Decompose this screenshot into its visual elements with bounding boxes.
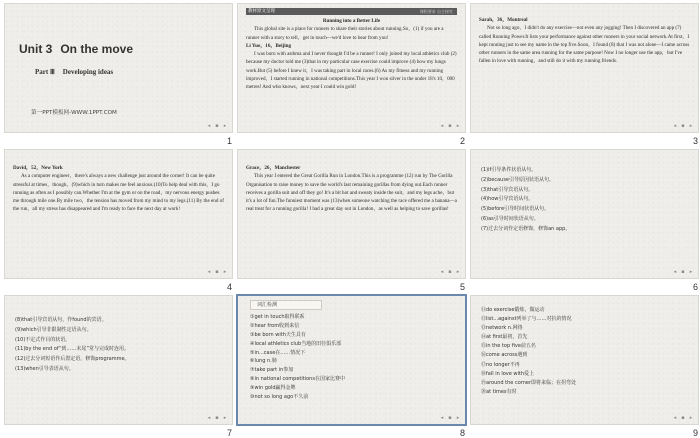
slide-number: 4 xyxy=(226,282,232,292)
list-item: (12)过去分词短语作后置定语，修饰programme。 xyxy=(15,356,130,362)
menu-icon[interactable]: ▪ xyxy=(215,415,219,421)
slide-thumbnail-7[interactable] xyxy=(3,295,236,438)
list-item: (9)which引导非限制性定语从句。 xyxy=(15,326,92,333)
menu-icon[interactable]: ▪ xyxy=(448,269,452,275)
list-item: ⑩not so long ago不久前 xyxy=(250,394,309,401)
list-item: (3)that引导宾语从句。 xyxy=(481,186,534,193)
prev-icon[interactable]: ◂ xyxy=(207,123,211,129)
vocab-list xyxy=(250,313,455,402)
header-right: 课程要求 自主探究 xyxy=(419,9,453,14)
slide-nav[interactable] xyxy=(206,415,228,421)
slide-nav[interactable] xyxy=(206,269,228,275)
menu-icon[interactable]: ▪ xyxy=(681,269,685,275)
list-item: ⑤in...case在……情况下 xyxy=(250,349,306,356)
menu-icon[interactable]: ▪ xyxy=(448,415,452,421)
list-item: ⑭at first最初，首先 xyxy=(481,334,528,341)
list-item: ⑨win gold赢得金牌 xyxy=(250,385,296,392)
next-icon[interactable]: ▸ xyxy=(689,269,693,275)
slide-thumbnail-4[interactable] xyxy=(3,149,236,295)
slide-number: 5 xyxy=(459,282,465,292)
slide-text xyxy=(246,17,457,91)
list-item: ⑬network n.网络 xyxy=(481,325,523,332)
site-watermark: 第一PPT模板网-WWW.1PPT.COM xyxy=(31,110,117,116)
slide-text xyxy=(479,16,690,66)
slide-nav[interactable] xyxy=(439,123,461,129)
vocab-check-label: 词汇检测 xyxy=(250,300,322,310)
prev-icon[interactable]: ◂ xyxy=(440,415,444,421)
list-item: (5)before引导时间状语从句。 xyxy=(481,206,550,212)
author-line: David，52，New York xyxy=(13,165,63,171)
prev-icon[interactable]: ◂ xyxy=(207,415,211,421)
list-item: ⑲around the corner即将来临；在拐弯处 xyxy=(481,379,577,386)
slide-number: 1 xyxy=(226,136,232,146)
slide-9[interactable] xyxy=(470,295,699,425)
slide-number: 2 xyxy=(459,136,465,146)
unit-title: Unit 3 On the move xyxy=(19,42,134,56)
slide-nav[interactable] xyxy=(439,269,461,275)
next-icon[interactable]: ▸ xyxy=(456,415,460,421)
slide-thumbnail-1[interactable] xyxy=(3,3,236,149)
next-icon[interactable]: ▸ xyxy=(223,269,227,275)
list-item: ⑯come across遇到 xyxy=(481,352,528,359)
slide-number: 6 xyxy=(692,282,698,292)
list-item: ④local athletics club当地的田径俱乐部 xyxy=(250,340,342,347)
prev-icon[interactable]: ◂ xyxy=(673,415,677,421)
next-icon[interactable]: ▸ xyxy=(223,123,227,129)
prev-icon[interactable]: ◂ xyxy=(440,269,444,275)
author-line: Grace，26，Manchester xyxy=(246,165,301,171)
paragraph: This global site is a place for runners to share their stories about running.So，(1) if you are a runner with a story to tell，get in touch—we'd love to hear from you! xyxy=(246,26,444,41)
list-item: ⑪do exercise锻炼，做运动 xyxy=(481,307,545,313)
grammar-notes-list xyxy=(15,316,222,375)
list-item: ⑥lung n.肺 xyxy=(250,358,277,365)
list-item: ⑱fall in love with爱上 xyxy=(481,370,535,377)
list-item: ⑫list...against列举了与……对抗的情况 xyxy=(481,316,572,323)
author-line: Sarah，36，Montreal xyxy=(479,17,528,23)
list-item: ⑧in national competitions在国家比赛中 xyxy=(250,376,345,383)
slide-thumbnail-8[interactable] xyxy=(236,295,469,438)
slide-text xyxy=(246,164,457,214)
slide-2[interactable] xyxy=(237,3,466,133)
slide-thumbnail-9[interactable] xyxy=(469,295,700,438)
slide-thumbnail-2[interactable] xyxy=(236,3,469,149)
slide-nav[interactable] xyxy=(672,123,694,129)
header-tag: 教材原文呈现 xyxy=(248,9,275,14)
next-icon[interactable]: ▸ xyxy=(456,269,460,275)
list-item: (2)because引导原因状语从句。 xyxy=(481,176,554,183)
slide-1[interactable] xyxy=(4,3,233,133)
list-item: ①get in touch取得联系 xyxy=(250,314,305,320)
slide-number: 8 xyxy=(459,428,465,438)
menu-icon[interactable]: ▪ xyxy=(681,123,685,129)
header-bar xyxy=(246,8,457,15)
slide-text xyxy=(13,164,224,214)
author-line: Li Yue，16，Beijing xyxy=(246,42,292,49)
slide-thumbnail-3[interactable] xyxy=(469,3,700,149)
list-item: ⑰no longer不再 xyxy=(481,361,520,368)
next-icon[interactable]: ▸ xyxy=(456,123,460,129)
menu-icon[interactable]: ▪ xyxy=(681,415,685,421)
list-item: (6)as引导时间状语从句。 xyxy=(481,215,539,222)
part-title: Part Ⅲ Developing ideas xyxy=(35,68,114,76)
next-icon[interactable]: ▸ xyxy=(689,415,693,421)
list-item: ⑳at times有时 xyxy=(481,388,517,395)
vocab-list xyxy=(481,306,688,397)
paragraph: This year I entered the Great Gorilla Run in London.This is a programme (12) run by The Gorilla Organisation to raise money to save the world's last remaining gorillas from dying out.Each runner receives a gorilla suit and off they go! It's a bit hot and sweaty inside the suit，and my legs ache，but it's a lot of fun.The funniest moment was (13)when someone watching the race offered me a banana—a real treat for a running gorilla! I had a great day out in London，as well as helping to save gorillas! xyxy=(246,173,457,213)
paragraph: As a computer engineer，there's always a new challenge just around the corner! It can be quite stressful at times，though。(9)which in turn makes me feel anxious.(10)To help deal with this，I go running as often as I possibly can.Whether I'm at the gym or on the road，my nervous energy pushes me through mile one.By mile two，the tension has moved from my mind to my legs.(11) By the end of the run，all my stress has disappeared and I'm ready to face the next day at work! xyxy=(13,173,224,213)
slide-thumbnail-5[interactable] xyxy=(236,149,469,295)
next-icon[interactable]: ▸ xyxy=(689,123,693,129)
list-item: ⑦take part in参加 xyxy=(250,367,294,374)
list-item: ⑮in the top five前五名 xyxy=(481,343,536,350)
passage-title: Running into a Better Life xyxy=(322,18,381,24)
list-item: (7)过去分词作定语修饰，修饰an app。 xyxy=(481,225,571,232)
slide-8[interactable] xyxy=(237,295,466,425)
slide-3[interactable] xyxy=(470,3,699,133)
prev-icon[interactable]: ◂ xyxy=(207,269,211,275)
list-item: (1)if引导条件状语从句。 xyxy=(481,167,537,173)
list-item: (11)by the end of“到……末尾”常与完成时连用。 xyxy=(15,346,129,353)
prev-icon[interactable]: ◂ xyxy=(440,123,444,129)
slide-number: 9 xyxy=(692,428,698,438)
slide-number: 3 xyxy=(692,136,698,146)
list-item: (8)that引导宾语从句，作found的宾语。 xyxy=(15,317,107,323)
slide-thumbnail-6[interactable] xyxy=(469,149,700,295)
slide-5[interactable] xyxy=(237,149,466,279)
menu-icon[interactable]: ▪ xyxy=(215,123,219,129)
slide-nav[interactable] xyxy=(439,415,461,421)
slide-nav[interactable] xyxy=(672,415,694,421)
paragraph: I was born with asthma and I never thought I'd be a runner! I only joined my local athletics club (2) because my doctor told me (3)that in my particular case exercise could improve (4) how my lungs work.But (5) before I knew it，I was taking part in local races.(6) As my fitness and my running improved，I started running in national competitions.This year I won silver in the under 18's 10，000 metres! And who knows，next year I could win gold! xyxy=(246,51,457,90)
slide-nav[interactable] xyxy=(672,269,694,275)
prev-icon[interactable]: ◂ xyxy=(673,123,677,129)
menu-icon[interactable]: ▪ xyxy=(448,123,452,129)
grammar-notes-list xyxy=(481,166,688,234)
list-item: (4)how引导宾语从句。 xyxy=(481,196,534,203)
list-item: (13)when引导表语从句。 xyxy=(15,365,74,372)
list-item: ②hear from收到来信 xyxy=(250,322,300,329)
paragraph: Not so long ago，I didn't do any exercise—not even any jogging! Then I discovered an app (7) called Running Power.It lists your performance against other runners in your social network.At first，I kept running just to see my name in the top five.Soon，I found (8) that I was not alone—I came across other runners in the same area running for the same purpose! Now I no longer use the app，but I've fallen in love with running，and still do it with my running friends. xyxy=(479,25,690,65)
menu-icon[interactable]: ▪ xyxy=(215,269,219,275)
slide-6[interactable] xyxy=(470,149,699,279)
next-icon[interactable]: ▸ xyxy=(223,415,227,421)
list-item: (10)不定式作目的状语。 xyxy=(15,336,71,343)
slide-number: 7 xyxy=(226,428,232,438)
slide-7[interactable] xyxy=(4,295,233,425)
list-item: ③be born with天生具有 xyxy=(250,331,306,338)
slide-nav[interactable] xyxy=(206,123,228,129)
slide-4[interactable] xyxy=(4,149,233,279)
prev-icon[interactable]: ◂ xyxy=(673,269,677,275)
